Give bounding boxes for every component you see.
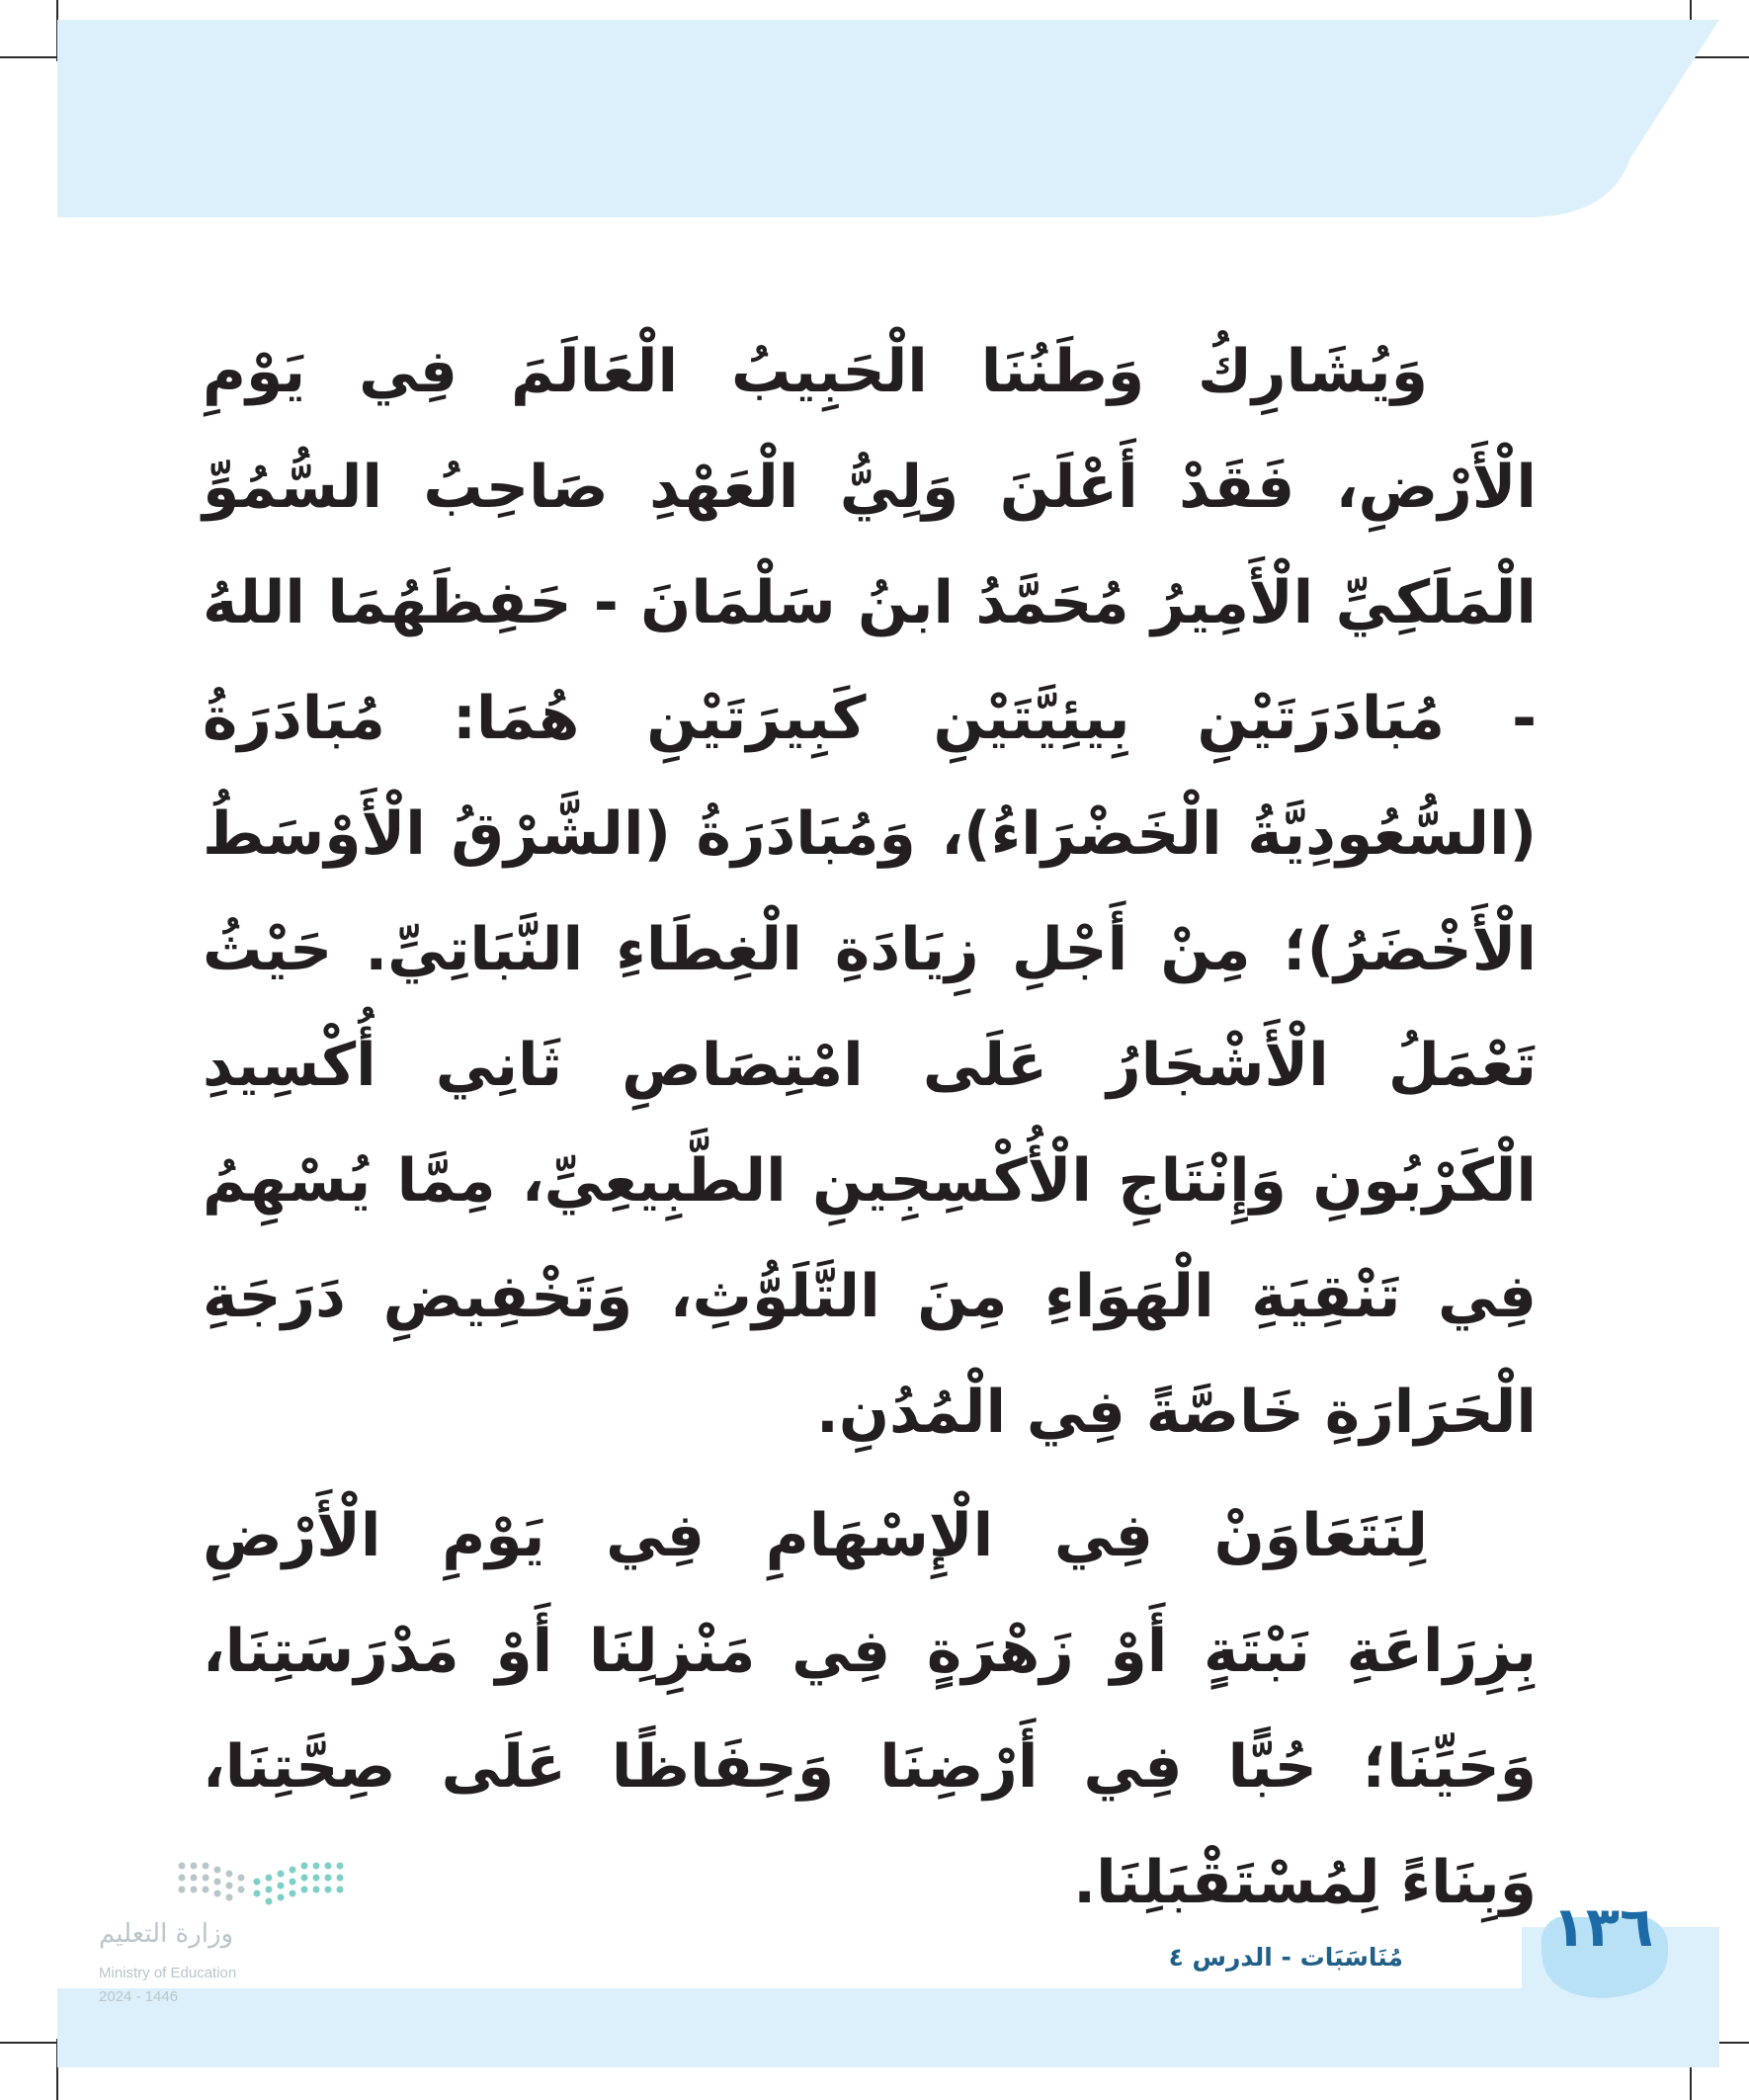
ministry-dots-logo-icon	[99, 1856, 356, 1974]
lesson-label: مُنَاسَبَات - الدرس ٤	[1168, 1943, 1403, 1972]
page-number: ١٣٦	[1551, 1895, 1654, 1960]
ministry-name-en: Ministry of Education	[99, 1965, 237, 1981]
body-paragraph: لِنَتَعَاوَنْ فِي الْإِسْهَامِ فِي يَوْمِ الْأَرْضِ بِزِرَاعَةِ نَبْتَةٍ أَوْ زَهْرَةٍ فِي مَنْزِلِنَا أَوْ مَدْرَسَتِنَا، وَحَيِّنَا؛ حُبًّا فِي أَرْضِنَا وَحِفَاظًا عَلَى صِحَّتِنَا، وَبِنَاءً لِمُسْتَقْبَلِنَا.	[203, 1501, 1537, 1917]
header-band	[0, 0, 1749, 222]
body-text	[203, 314, 1537, 1941]
body-paragraph: وَيُشَارِكُ وَطَنُنَا الْحَبِيبُ الْعَالَمَ فِي يَوْمِ الْأَرْضِ، فَقَدْ أَعْلَنَ وَلِيُّ الْعَهْدِ صَاحِبُ السُّمُوِّ الْمَلَكِيِّ الْأَمِيرُ مُحَمَّدُ ابنُ سَلْمَانَ - حَفِظَهُمَا اللهُ - مُبَادَرَتَيْنِ بِيئِيَّتَيْنِ كَبِيرَتَيْنِ هُمَا: مُبَادَرَةُ (السُّعُودِيَّةُ الْخَضْرَاءُ)، وَمُبَادَرَةُ (الشَّرْقُ الْأَوْسَطُ الْأَخْضَرُ)؛ مِنْ أَجْلِ زِيَادَةِ الْغِطَاءِ النَّبَاتِيِّ. حَيْثُ تَعْمَلُ الْأَشْجَارُ عَلَى امْتِصَاصِ ثَانِي أُكْسِيدِ الْكَرْبُونِ وَإِنْتَاجِ الْأُكْسِجِينِ الطَّبِيعِيِّ، مِمَّا يُسْهِمُ فِي تَنْقِيَةِ الْهَوَاءِ مِنَ التَّلَوُّثِ، وَتَخْفِيضِ دَرَجَةِ الْحَرَارَةِ خَاصَّةً فِي الْمُدُنِ.	[203, 337, 1537, 1447]
footer-band-shape	[57, 1988, 1719, 2067]
ministry-year: 2024 - 1446	[99, 1988, 179, 2005]
ministry-name-ar: وزارة التعليم	[99, 1919, 234, 1949]
header-band-shape	[57, 20, 1719, 217]
